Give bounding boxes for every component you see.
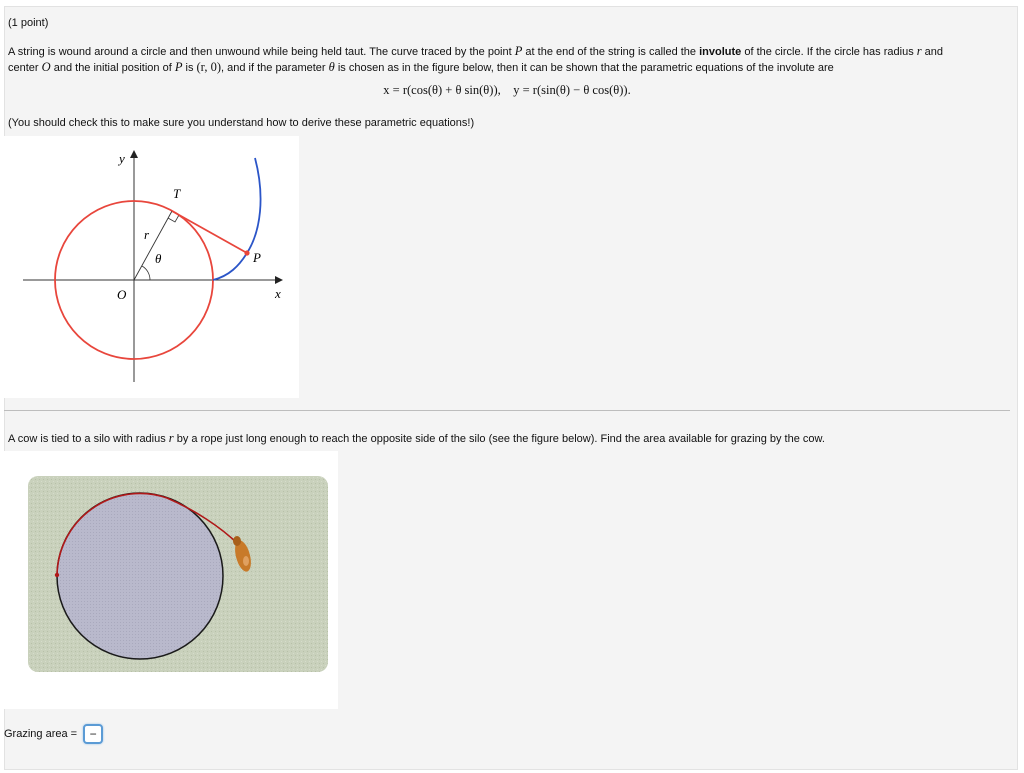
intro-text: and the initial position of	[50, 62, 175, 74]
initial-position: (r, 0)	[196, 60, 222, 74]
rope-anchor	[55, 573, 59, 577]
x-axis-label: x	[275, 286, 281, 301]
origin-label: O	[117, 287, 127, 302]
intro-text: center	[8, 62, 42, 74]
grazing-area-label: Grazing area =	[4, 728, 78, 740]
point-p-label: P	[253, 250, 261, 265]
intro-text: at the end of the string is called the	[522, 46, 700, 58]
intro-text: and	[921, 46, 944, 58]
intro-text: , and if the parameter	[221, 62, 329, 74]
answer-value: −	[89, 727, 97, 741]
problem-text: by a rope just long enough to reach the opposite side of the silo (see the figure below). Find the area available for grazing by the cow.	[173, 433, 825, 445]
var-r: r	[916, 44, 922, 58]
involute-figure	[3, 136, 299, 398]
intro-text: A string is wound around a circle and then unwound while being held taut. The curve traced by the point	[8, 46, 515, 58]
var-p: P	[514, 44, 523, 58]
section-divider	[4, 410, 1010, 411]
intro-line-2	[8, 60, 834, 76]
string-segment	[172, 211, 247, 253]
silo-figure	[3, 451, 338, 709]
point-p-marker	[244, 250, 249, 255]
answer-row	[4, 722, 103, 746]
intro-line-1	[8, 44, 943, 60]
radius-label: r	[144, 227, 150, 242]
intro-text: of the circle. If the circle has radius	[741, 46, 917, 58]
grazing-area-input[interactable]	[83, 724, 103, 744]
theta-label: θ	[155, 251, 162, 266]
silo-diagram	[3, 451, 338, 709]
y-axis-label: y	[119, 151, 125, 166]
x-equation: x = r(cos(θ) + θ sin(θ)),	[383, 83, 501, 97]
theta-arc	[142, 266, 150, 280]
var-r: r	[168, 431, 174, 445]
radius-line	[134, 211, 172, 280]
check-note: (You should check this to make sure you understand how to derive these parametric equations!)	[8, 117, 475, 129]
cow-problem-text	[8, 431, 825, 447]
involute-term: involute	[699, 46, 742, 58]
parametric-equations	[0, 83, 1014, 98]
involute-diagram	[3, 136, 299, 398]
var-o: O	[41, 60, 51, 74]
intro-text: is chosen as in the figure below, then it can be shown that the parametric equations of the involute are	[334, 62, 834, 74]
var-p: P	[174, 60, 183, 74]
tangent-point-label: T	[173, 186, 181, 201]
var-theta: θ	[328, 60, 335, 74]
problem-text: A cow is tied to a silo with radius	[8, 433, 169, 445]
points-label: (1 point)	[8, 17, 49, 29]
y-equation: y = r(sin(θ) − θ cos(θ)).	[513, 83, 631, 97]
intro-text: is	[182, 62, 197, 74]
